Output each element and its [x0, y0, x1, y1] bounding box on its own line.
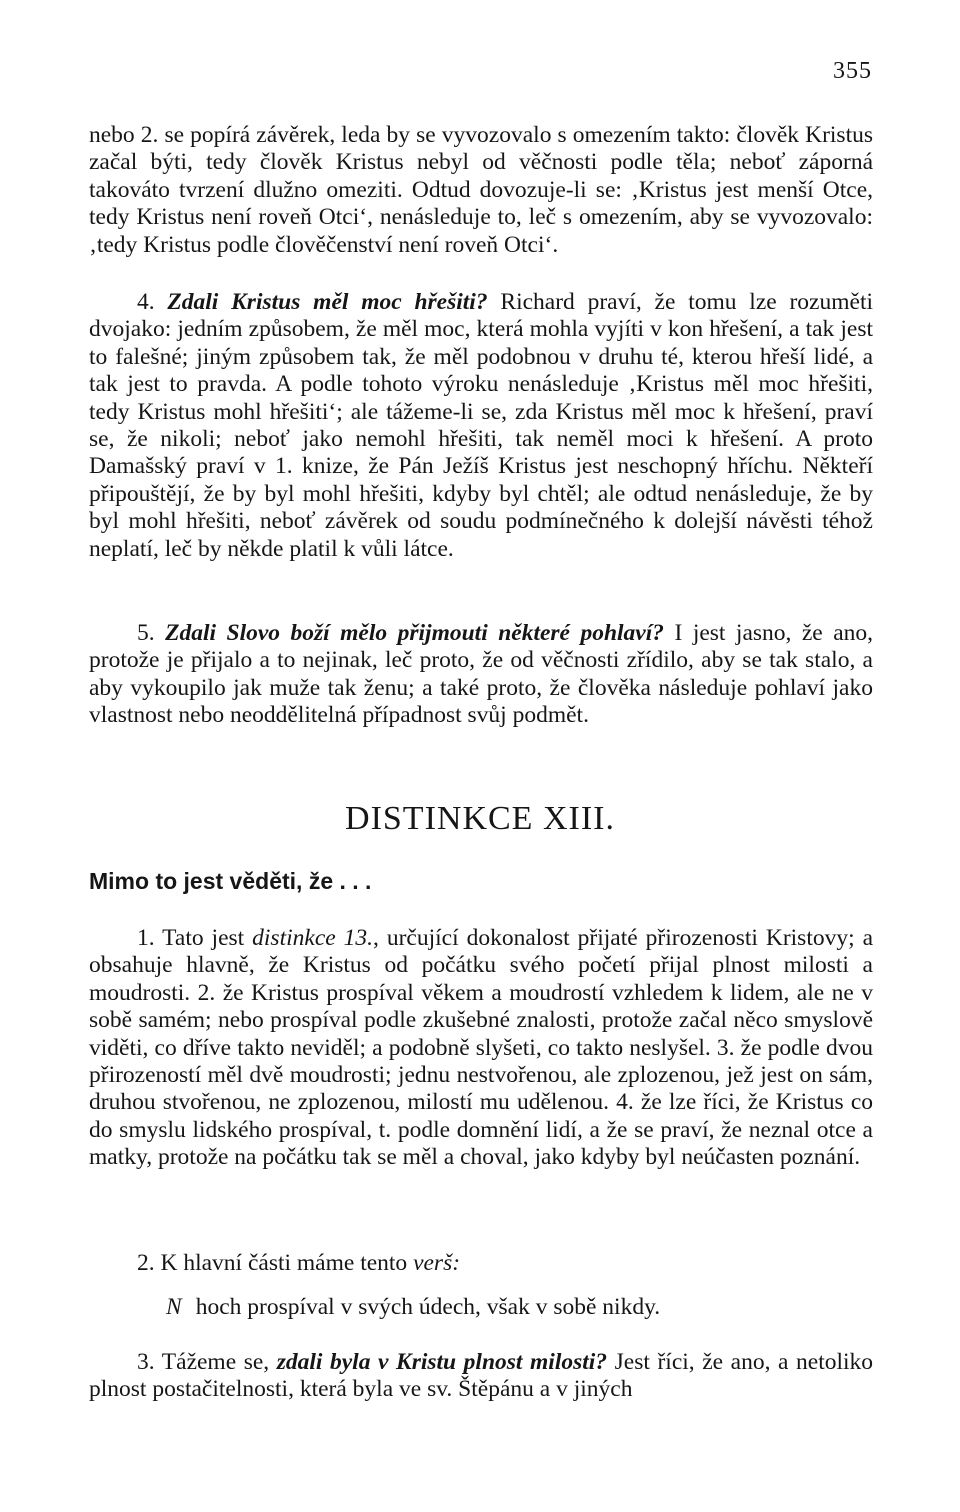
paragraph-body [89, 1349, 873, 1404]
paragraph-question-4 [89, 289, 873, 563]
paragraph-text: nebo 2. se popírá závěrek, leda by se vyvozovalo s omezením takto: člověk Kristus začal býti, tedy člověk Kristus nebyl od věčnosti podle těla; neboť záporná takováto tvrzení dlužno omeziti. Odtud dovozuje-li se: ‚Kristus jest menší Otce, tedy Kristus není roveň Otci‘, nenásleduje to, leč s omezením, aby se vyvozovalo: ‚tedy Kristus podle člověčenství není roveň Otci‘. [89, 122, 873, 258]
paragraph-number: 5. [137, 620, 155, 646]
paragraph-number: 1. [137, 925, 155, 951]
paragraph-text: 2. K hlavní části máme tento [137, 1250, 408, 1276]
paragraph-verse-intro [89, 1250, 873, 1277]
verse-word: verš: [413, 1250, 461, 1276]
paragraph-text: , určující dokonalost přijaté přirozenosti Kristovy; a obsahuje hlavně, že Kristus od počátku svého početí přijal plnost milosti a moudrosti. 2. že Kristus prospíval věkem a moudrostí vzhledem k lidem, ale ne v sobě samém; nebo prospíval podle zkušebné znalosti, protože začal něco smyslově viděti, co dříve takto neviděl; a podobně slyšeti, co takto neslyšel. 3. že podle dvou přirozeností měl dvě moudrosti; jednu nestvořenou, ale zplozenou, jež jest on sám, druhou stvořenou, ne zplozenou, milostí mu udělenou. 4. že lze říci, že Kristus co do smyslu lidského prospíval, t. podle domnění lidí, a že se praví, že neznal otce a matky, protože na počátku tak se měl a choval, jako kdyby byl neúčasten poznání. [89, 925, 874, 1171]
paragraph-continuation [89, 122, 873, 259]
paragraph-number: 4. [137, 289, 155, 315]
question-heading: Zdali Kristus měl moc hřešiti? [167, 289, 488, 315]
question-heading: zdali byla v Kristu plnost milosti? [276, 1349, 608, 1375]
paragraph-distinction-summary [89, 925, 873, 1172]
paragraph-body [89, 925, 873, 1172]
paragraph-body [89, 289, 873, 563]
paragraph-body [89, 620, 873, 730]
paragraph-question-3 [89, 1349, 873, 1404]
verse-text: hoch prospíval v svých údech, však v sobě nikdy. [195, 1294, 661, 1320]
paragraph-number: 3. [137, 1349, 155, 1375]
question-heading: Zdali Slovo boží mělo přijmouti některé pohlaví? [165, 620, 665, 646]
verse-line [166, 1294, 866, 1321]
paragraph-text: Jest říci, že ano, a netoliko plnost postačitelnosti, která byla ve sv. Štěpánu a v jiných [89, 1349, 874, 1403]
distinction-heading: DISTINKCE XIII. [345, 800, 615, 837]
paragraph-lead: Tato jest [162, 925, 245, 951]
paragraph-lead: Tážeme se, [161, 1349, 270, 1375]
page-number: 355 [833, 58, 872, 84]
paragraph-question-5 [89, 620, 873, 730]
paragraph-text: Richard praví, že tomu lze rozuměti dvojako: jedním způsobem, že měl moc, která mohla vyjíti v kon hřešení, a tak jest to falešné; jiným způsobem tak, že měl podobnou v druhu té, kterou hřeší lidé, a tak jest to pravda. A podle tohoto výroku nenásleduje ‚Kristus měl moc hřešiti, tedy Kristus mohl hřešiti‘; ale tážeme-li se, zda Kristus měl moc k hřešení, praví se, že nikoli; neboť jako nemohl hřešiti, tak neměl moci k hřešení. A proto Damašský praví v 1. knize, že Pán Ježíš Kristus jest neschopný hříchu. Někteří připouštějí, že by byl mohl hřešiti, kdyby byl chtěl; ale odtud nenásleduje, že by byl mohl hřešiti, neboť závěrek od soudu podmínečného k dolejší návěsti téhož neplatí, leč by někde platil k vůli látce. [89, 289, 874, 562]
section-subheading: Mimo to jest věděti, že . . . [89, 868, 372, 894]
paragraph-body [89, 1250, 873, 1277]
paragraph-text: I jest jasno, že ano, protože je přijalo a to nejinak, leč proto, že od věčnosti zřídilo, aby se tak stalo, a aby vykoupilo jak muže tak ženu; a také proto, že člověka následuje pohlaví jako vlastnost nebo neoddělitelná případnost svůj podmět. [89, 620, 874, 729]
verse-initial: N [166, 1294, 182, 1320]
distinction-reference: distinkce 13. [252, 925, 374, 951]
